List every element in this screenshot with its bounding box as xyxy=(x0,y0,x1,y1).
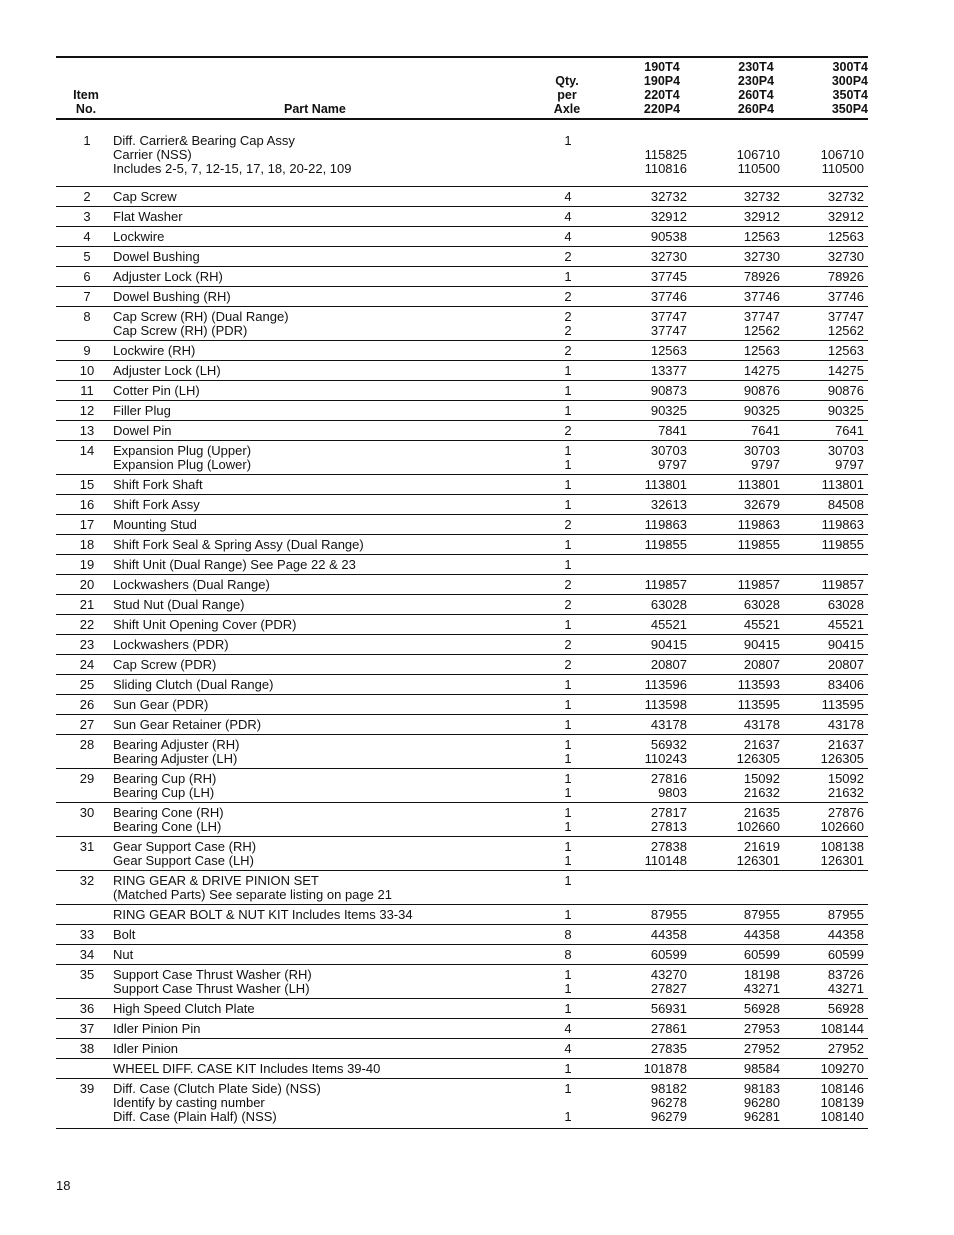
row-part-number-group-1: 43270 27827 xyxy=(650,967,687,996)
row-qty: 2 2 xyxy=(564,309,572,338)
row-part-number-group-2: 90415 xyxy=(743,637,780,652)
row-part-name: Expansion Plug (Upper) Expansion Plug (Lower) xyxy=(113,443,252,472)
row-part-number-group-2: 119857 xyxy=(737,577,780,592)
row-part-name: Filler Plug xyxy=(113,403,171,418)
table-row xyxy=(56,999,868,1019)
header-item-no: Item No. xyxy=(73,88,99,116)
row-part-number-group-3: 119863 xyxy=(821,517,864,532)
row-item-no: 12 xyxy=(79,403,95,418)
row-qty: 1 1 xyxy=(564,805,572,834)
table-row xyxy=(56,803,868,837)
row-item-no: 32 xyxy=(79,873,95,888)
row-qty: 1 xyxy=(564,697,572,712)
row-qty: 1 xyxy=(564,497,572,512)
table-row xyxy=(56,925,868,945)
page-number: 18 xyxy=(56,1178,71,1193)
row-part-name: Lockwire (RH) xyxy=(113,343,196,358)
table-row xyxy=(56,1039,868,1059)
row-part-number-group-1: 119857 xyxy=(644,577,687,592)
row-part-number-group-1: 45521 xyxy=(650,617,687,632)
table-row xyxy=(56,207,868,227)
row-item-no: 18 xyxy=(79,537,95,552)
row-item-no: 35 xyxy=(79,967,95,982)
table-row xyxy=(56,341,868,361)
table-header xyxy=(56,60,868,120)
row-part-number-group-1: 44358 xyxy=(650,927,687,942)
row-part-number-group-1: 119855 xyxy=(644,537,687,552)
row-part-number-group-1: 87955 xyxy=(650,907,687,922)
row-part-name: Lockwashers (PDR) xyxy=(113,637,229,652)
row-part-number-group-2: 30703 9797 xyxy=(743,443,780,472)
row-part-number-group-2: 43178 xyxy=(743,717,780,732)
table-row xyxy=(56,871,868,905)
row-part-number-group-2: 44358 xyxy=(743,927,780,942)
row-part-number-group-1: 113598 xyxy=(644,697,687,712)
row-part-name: Diff. Case (Clutch Plate Side) (NSS) Identify by casting number Diff. Case (Plain Half) (NSS) xyxy=(113,1081,321,1124)
row-part-name: Sun Gear (PDR) xyxy=(113,697,209,712)
row-item-no: 10 xyxy=(79,363,95,378)
row-part-number-group-2: 78926 xyxy=(743,269,780,284)
row-part-number-group-2: 32679 xyxy=(743,497,780,512)
row-part-number-group-1: 43178 xyxy=(650,717,687,732)
row-part-name: Mounting Stud xyxy=(113,517,197,532)
row-part-number-group-2: 14275 xyxy=(743,363,780,378)
table-row xyxy=(56,655,868,675)
table-row xyxy=(56,515,868,535)
top-rule xyxy=(56,56,868,58)
row-part-number-group-1: 56931 xyxy=(650,1001,687,1016)
row-item-no: 29 xyxy=(79,771,95,786)
row-part-number-group-1: 90325 xyxy=(650,403,687,418)
row-item-no: 6 xyxy=(83,269,91,284)
row-part-number-group-2: 119855 xyxy=(737,537,780,552)
row-qty: 4 xyxy=(564,1021,572,1036)
row-qty: 1 xyxy=(564,717,572,732)
row-part-number-group-1: 90538 xyxy=(650,229,687,244)
row-part-number-group-3: 83406 xyxy=(827,677,864,692)
row-part-number-group-1: 12563 xyxy=(650,343,687,358)
row-part-number-group-2: 32912 xyxy=(743,209,780,224)
row-part-number-group-1: 115825 110816 xyxy=(644,147,687,176)
row-part-number-group-2: 12563 xyxy=(743,229,780,244)
row-item-no: 36 xyxy=(79,1001,95,1016)
row-qty: 4 xyxy=(564,1041,572,1056)
table-row xyxy=(56,615,868,635)
row-part-name: Gear Support Case (RH) Gear Support Case (LH) xyxy=(113,839,257,868)
row-part-number-group-3: 109270 xyxy=(820,1061,864,1076)
row-item-no: 25 xyxy=(79,677,95,692)
header-qty-per-axle: Qty. per Axle xyxy=(553,74,581,116)
table-row xyxy=(56,715,868,735)
table-row xyxy=(56,555,868,575)
row-part-number-group-2: 113593 xyxy=(737,677,780,692)
row-part-name: Adjuster Lock (LH) xyxy=(113,363,221,378)
row-qty: 1 xyxy=(564,403,572,418)
row-item-no: 26 xyxy=(79,697,95,712)
row-part-name: Nut xyxy=(113,947,134,962)
row-part-number-group-2: 56928 xyxy=(743,1001,780,1016)
row-part-number-group-3: 45521 xyxy=(827,617,864,632)
row-part-name: Bolt xyxy=(113,927,136,942)
row-part-name: Shift Fork Seal & Spring Assy (Dual Range) xyxy=(113,537,364,552)
table-row xyxy=(56,131,868,187)
row-part-number-group-1: 63028 xyxy=(650,597,687,612)
row-part-number-group-1: 27838 110148 xyxy=(644,839,687,868)
row-part-number-group-2: 63028 xyxy=(743,597,780,612)
row-part-number-group-2: 32732 xyxy=(743,189,780,204)
row-part-number-group-3: 15092 21632 xyxy=(827,771,864,800)
row-item-no: 37 xyxy=(79,1021,95,1036)
row-part-name: Diff. Carrier& Bearing Cap Assy Carrier (NSS) Includes 2-5, 7, 12-15, 17, 18, 20-22, 109 xyxy=(113,133,352,176)
row-part-number-group-2: 37747 12562 xyxy=(743,309,780,338)
row-part-number-group-1: 56932 110243 xyxy=(644,737,687,766)
row-part-number-group-2: 21635 102660 xyxy=(736,805,780,834)
row-item-no: 16 xyxy=(79,497,95,512)
row-item-no: 38 xyxy=(79,1041,95,1056)
table-row xyxy=(56,247,868,267)
row-item-no: 27 xyxy=(79,717,95,732)
row-item-no: 22 xyxy=(79,617,95,632)
row-part-number-group-1: 13377 xyxy=(650,363,687,378)
row-qty: 1 xyxy=(564,617,572,632)
row-qty: 2 xyxy=(564,577,572,592)
row-qty: 8 xyxy=(564,947,572,962)
table-row xyxy=(56,307,868,341)
row-part-number-group-2: 20807 xyxy=(743,657,780,672)
row-part-number-group-2: 119863 xyxy=(737,517,780,532)
table-row xyxy=(56,381,868,401)
row-part-number-group-3: 113595 xyxy=(821,697,864,712)
row-part-number-group-2: 37746 xyxy=(743,289,780,304)
row-part-name: RING GEAR BOLT & NUT KIT Includes Items 33-34 xyxy=(113,907,413,922)
row-part-number-group-3: 119855 xyxy=(821,537,864,552)
row-part-number-group-2: 27953 xyxy=(743,1021,780,1036)
row-part-number-group-1: 27861 xyxy=(650,1021,687,1036)
header-model-group-2: 230T4 230P4 260T4 260P4 xyxy=(737,60,775,116)
row-part-number-group-2: 113595 xyxy=(737,697,780,712)
table-row xyxy=(56,1019,868,1039)
row-item-no: 7 xyxy=(83,289,91,304)
row-part-name: Lockwashers (Dual Range) xyxy=(113,577,270,592)
row-part-name: RING GEAR & DRIVE PINION SET (Matched Parts) See separate listing on page 21 xyxy=(113,873,392,902)
table-row xyxy=(56,187,868,207)
row-qty: 1 xyxy=(564,537,572,552)
row-part-number-group-1: 119863 xyxy=(644,517,687,532)
row-part-name: Dowel Bushing (RH) xyxy=(113,289,231,304)
row-part-number-group-3: 32732 xyxy=(827,189,864,204)
table-row xyxy=(56,267,868,287)
table-body xyxy=(56,131,868,1129)
row-part-name: Sun Gear Retainer (PDR) xyxy=(113,717,262,732)
row-part-number-group-3: 37746 xyxy=(827,289,864,304)
row-qty: 1 1 xyxy=(564,771,572,800)
row-part-number-group-3: 63028 xyxy=(827,597,864,612)
row-item-no: 24 xyxy=(79,657,95,672)
row-item-no: 2 xyxy=(83,189,91,204)
row-item-no: 5 xyxy=(83,249,91,264)
row-part-number-group-3: 21637 126305 xyxy=(820,737,864,766)
row-qty: 4 xyxy=(564,189,572,204)
row-part-number-group-2: 60599 xyxy=(743,947,780,962)
row-qty: 1 1 xyxy=(564,737,572,766)
row-part-name: Sliding Clutch (Dual Range) xyxy=(113,677,274,692)
row-part-name: Shift Fork Shaft xyxy=(113,477,203,492)
row-part-number-group-3: 7641 xyxy=(835,423,864,438)
row-qty: 8 xyxy=(564,927,572,942)
row-qty: 1 xyxy=(564,383,572,398)
row-qty: 1 1 xyxy=(564,967,572,996)
row-item-no: 17 xyxy=(79,517,95,532)
row-part-name: WHEEL DIFF. CASE KIT Includes Items 39-40 xyxy=(113,1061,381,1076)
row-part-number-group-3: 87955 xyxy=(827,907,864,922)
table-row xyxy=(56,535,868,555)
row-part-number-group-3: 90876 xyxy=(827,383,864,398)
row-item-no: 15 xyxy=(79,477,95,492)
row-part-number-group-3: 27876 102660 xyxy=(820,805,864,834)
table-row xyxy=(56,575,868,595)
row-qty: 1 xyxy=(564,133,572,148)
row-part-number-group-2: 32730 xyxy=(743,249,780,264)
row-part-name: Bearing Cup (RH) Bearing Cup (LH) xyxy=(113,771,217,800)
row-item-no: 9 xyxy=(83,343,91,358)
table-row xyxy=(56,441,868,475)
row-qty: 1 xyxy=(564,873,572,888)
row-item-no: 30 xyxy=(79,805,95,820)
row-part-number-group-1: 20807 xyxy=(650,657,687,672)
row-part-name: Cap Screw (RH) (Dual Range) Cap Screw (RH) (PDR) xyxy=(113,309,289,338)
row-qty: 2 xyxy=(564,343,572,358)
row-part-number-group-3: 27952 xyxy=(827,1041,864,1056)
table-row xyxy=(56,695,868,715)
row-part-number-group-1: 32732 xyxy=(650,189,687,204)
row-part-name: Dowel Bushing xyxy=(113,249,200,264)
row-part-number-group-1: 27816 9803 xyxy=(650,771,687,800)
row-qty: 1 xyxy=(564,477,572,492)
row-part-number-group-1: 113801 xyxy=(644,477,687,492)
row-item-no: 21 xyxy=(79,597,95,612)
row-part-number-group-3: 32912 xyxy=(827,209,864,224)
row-item-no: 34 xyxy=(79,947,95,962)
row-item-no: 1 xyxy=(83,133,91,148)
row-item-no: 4 xyxy=(83,229,91,244)
row-qty: 2 xyxy=(564,249,572,264)
table-row xyxy=(56,361,868,381)
row-part-number-group-1: 32912 xyxy=(650,209,687,224)
row-item-no: 39 xyxy=(79,1081,95,1096)
header-part-name: Part Name xyxy=(284,102,346,116)
table-row xyxy=(56,227,868,247)
row-part-name: Bearing Adjuster (RH) Bearing Adjuster (LH) xyxy=(113,737,240,766)
row-part-number-group-3: 37747 12562 xyxy=(827,309,864,338)
row-part-number-group-1: 113596 xyxy=(644,677,687,692)
row-part-number-group-2: 90325 xyxy=(743,403,780,418)
row-qty: 4 xyxy=(564,209,572,224)
table-row xyxy=(56,495,868,515)
row-part-number-group-3: 32730 xyxy=(827,249,864,264)
row-part-number-group-3: 90415 xyxy=(827,637,864,652)
row-qty: 1 xyxy=(564,907,572,922)
table-row xyxy=(56,965,868,999)
row-qty: 1 1 xyxy=(564,1081,572,1124)
row-part-number-group-3: 90325 xyxy=(827,403,864,418)
row-item-no: 23 xyxy=(79,637,95,652)
table-row xyxy=(56,1059,868,1079)
row-part-name: Cap Screw (PDR) xyxy=(113,657,217,672)
row-qty: 2 xyxy=(564,657,572,672)
table-row xyxy=(56,475,868,495)
table-row xyxy=(56,1079,868,1129)
row-qty: 4 xyxy=(564,229,572,244)
row-part-number-group-2: 87955 xyxy=(743,907,780,922)
row-part-name: Support Case Thrust Washer (RH) Support Case Thrust Washer (LH) xyxy=(113,967,312,996)
row-part-number-group-2: 45521 xyxy=(743,617,780,632)
row-qty: 2 xyxy=(564,423,572,438)
row-item-no: 3 xyxy=(83,209,91,224)
row-part-name: Stud Nut (Dual Range) xyxy=(113,597,245,612)
row-part-name: Idler Pinion xyxy=(113,1041,179,1056)
row-part-number-group-3: 56928 xyxy=(827,1001,864,1016)
table-row xyxy=(56,421,868,441)
row-part-name: Adjuster Lock (RH) xyxy=(113,269,223,284)
table-row xyxy=(56,287,868,307)
row-part-number-group-2: 18198 43271 xyxy=(743,967,780,996)
row-part-number-group-3: 30703 9797 xyxy=(827,443,864,472)
row-part-number-group-3: 20807 xyxy=(827,657,864,672)
table-row xyxy=(56,735,868,769)
row-qty: 2 xyxy=(564,517,572,532)
row-part-name: Shift Unit Opening Cover (PDR) xyxy=(113,617,297,632)
row-item-no: 28 xyxy=(79,737,95,752)
row-part-number-group-3: 43178 xyxy=(827,717,864,732)
row-part-number-group-3: 108144 xyxy=(820,1021,864,1036)
row-part-name: Cap Screw xyxy=(113,189,177,204)
row-qty: 1 xyxy=(564,677,572,692)
row-qty: 1 xyxy=(564,269,572,284)
row-part-number-group-2: 98183 96280 96281 xyxy=(743,1081,780,1124)
row-part-number-group-1: 90873 xyxy=(650,383,687,398)
header-model-group-3: 300T4 300P4 350T4 350P4 xyxy=(831,60,868,116)
row-part-name: Shift Unit (Dual Range) See Page 22 & 23 xyxy=(113,557,356,572)
row-part-number-group-2: 113801 xyxy=(737,477,780,492)
row-part-number-group-2: 27952 xyxy=(743,1041,780,1056)
row-part-number-group-3: 108146 108139 108140 xyxy=(820,1081,864,1124)
row-part-name: High Speed Clutch Plate xyxy=(113,1001,255,1016)
row-qty: 2 xyxy=(564,597,572,612)
row-part-number-group-1: 27835 xyxy=(650,1041,687,1056)
row-part-number-group-3: 119857 xyxy=(821,577,864,592)
row-part-number-group-3: 14275 xyxy=(827,363,864,378)
row-part-number-group-1: 37746 xyxy=(650,289,687,304)
table-row xyxy=(56,769,868,803)
row-part-number-group-1: 37745 xyxy=(650,269,687,284)
row-part-number-group-1: 30703 9797 xyxy=(650,443,687,472)
row-item-no: 20 xyxy=(79,577,95,592)
row-item-no: 31 xyxy=(79,839,95,854)
table-row xyxy=(56,401,868,421)
row-part-name: Flat Washer xyxy=(113,209,183,224)
row-part-name: Lockwire xyxy=(113,229,165,244)
row-part-number-group-2: 21619 126301 xyxy=(736,839,780,868)
row-item-no: 13 xyxy=(79,423,95,438)
row-part-number-group-1: 101878 xyxy=(643,1061,687,1076)
row-part-number-group-2: 7641 xyxy=(751,423,780,438)
row-part-number-group-3: 12563 xyxy=(827,229,864,244)
row-item-no: 8 xyxy=(83,309,91,324)
row-item-no: 14 xyxy=(79,443,95,458)
row-item-no: 11 xyxy=(80,383,94,398)
row-part-number-group-3: 106710 110500 xyxy=(820,147,864,176)
row-part-number-group-2: 15092 21632 xyxy=(743,771,780,800)
row-qty: 2 xyxy=(564,289,572,304)
row-part-name: Idler Pinion Pin xyxy=(113,1021,201,1036)
row-qty: 1 xyxy=(564,1061,572,1076)
row-part-number-group-2: 21637 126305 xyxy=(736,737,780,766)
row-part-number-group-3: 83726 43271 xyxy=(827,967,864,996)
row-part-number-group-1: 32730 xyxy=(650,249,687,264)
row-part-number-group-1: 32613 xyxy=(650,497,687,512)
row-part-name: Cotter Pin (LH) xyxy=(113,383,200,398)
row-part-number-group-2: 98584 xyxy=(743,1061,780,1076)
row-item-no: 19 xyxy=(79,557,95,572)
table-row xyxy=(56,905,868,925)
row-qty: 1 1 xyxy=(564,443,572,472)
row-part-number-group-1: 37747 37747 xyxy=(650,309,687,338)
row-part-number-group-1: 7841 xyxy=(658,423,687,438)
table-row xyxy=(56,837,868,871)
row-part-number-group-3: 60599 xyxy=(827,947,864,962)
header-model-group-1: 190T4 190P4 220T4 220P4 xyxy=(643,60,681,116)
row-part-number-group-3: 84508 xyxy=(827,497,864,512)
row-part-number-group-1: 27817 27813 xyxy=(650,805,687,834)
row-part-number-group-2: 12563 xyxy=(743,343,780,358)
row-part-number-group-1: 90415 xyxy=(650,637,687,652)
row-part-name: Bearing Cone (RH) Bearing Cone (LH) xyxy=(113,805,224,834)
row-item-no: 33 xyxy=(79,927,95,942)
row-part-name: Shift Fork Assy xyxy=(113,497,200,512)
row-part-number-group-1: 98182 96278 96279 xyxy=(650,1081,687,1124)
row-part-number-group-3: 12563 xyxy=(827,343,864,358)
row-qty: 1 xyxy=(564,363,572,378)
row-part-number-group-2: 90876 xyxy=(743,383,780,398)
table-row xyxy=(56,635,868,655)
table-row xyxy=(56,595,868,615)
row-part-number-group-3: 108138 126301 xyxy=(820,839,864,868)
table-row xyxy=(56,945,868,965)
row-qty: 1 xyxy=(564,557,572,572)
table-row xyxy=(56,675,868,695)
row-part-number-group-3: 113801 xyxy=(821,477,864,492)
row-qty: 1 1 xyxy=(564,839,572,868)
row-part-name: Dowel Pin xyxy=(113,423,172,438)
row-part-number-group-2: 106710 110500 xyxy=(736,147,780,176)
row-qty: 1 xyxy=(564,1001,572,1016)
row-part-number-group-3: 78926 xyxy=(827,269,864,284)
row-qty: 2 xyxy=(564,637,572,652)
row-part-number-group-3: 44358 xyxy=(827,927,864,942)
row-part-number-group-1: 60599 xyxy=(650,947,687,962)
